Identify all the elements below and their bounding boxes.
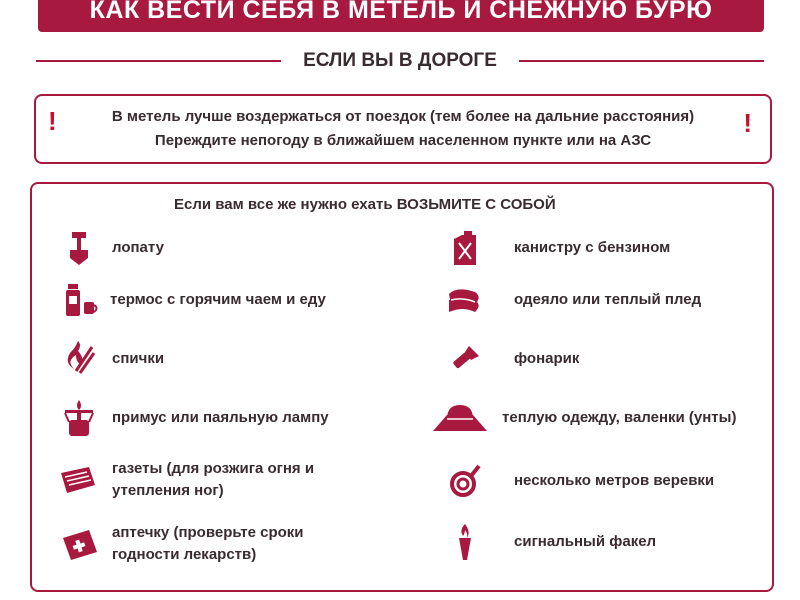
checklist-heading: Если вам все же нужно ехать ВОЗЬМИТЕ С СОБОЙ	[174, 196, 556, 213]
list-item	[442, 228, 670, 268]
rope-icon	[442, 461, 488, 501]
warning-line-2: Переждите непогоду в ближайшем населенном пункте или на АЗС	[154, 132, 652, 149]
list-item-label: теплую одежду, валенки (унты)	[502, 409, 737, 426]
list-item	[56, 280, 326, 320]
checklist-box	[30, 182, 774, 592]
section-heading-text: ЕСЛИ ВЫ В ДОРОГЕ	[303, 50, 497, 71]
list-item-label: лопату	[112, 239, 164, 256]
list-item	[430, 398, 736, 438]
list-item-label: фонарик	[514, 350, 580, 367]
list-item-label: аптечку (проверьте сроки годности лекарств)	[112, 524, 304, 563]
list-item	[56, 339, 164, 379]
list-item	[56, 398, 329, 438]
winter-hat-icon	[430, 398, 490, 438]
list-item-label: одеяло или теплый плед	[514, 291, 702, 308]
section-heading	[36, 48, 764, 74]
list-item	[56, 228, 164, 268]
list-item	[442, 339, 579, 379]
warning-line-1: В метель лучше воздержаться от поездок (тем более на дальние расстояния)	[111, 108, 695, 125]
first-aid-kit-icon	[56, 524, 102, 564]
exclamation-icon: !	[743, 108, 752, 138]
flashlight-icon	[442, 339, 488, 379]
signal-flare-icon	[442, 522, 488, 562]
jerrycan-icon	[442, 228, 488, 268]
list-item	[442, 522, 656, 562]
list-item-label: канистру с бензином	[514, 239, 671, 256]
warning-box	[34, 94, 772, 164]
primus-stove-icon	[56, 398, 102, 438]
divider-right	[519, 60, 764, 62]
list-item-label: спички	[112, 350, 165, 367]
list-item-label: газеты (для розжига огня и утепления ног)	[112, 460, 315, 499]
divider-left	[36, 60, 281, 62]
warning-text	[112, 105, 694, 153]
list-item	[442, 280, 701, 320]
list-item-label: термос с горячим чаем и еду	[110, 291, 326, 308]
list-item	[56, 458, 352, 502]
list-item	[56, 522, 352, 566]
shovel-icon	[56, 228, 102, 268]
list-item-label: сигнальный факел	[514, 533, 657, 550]
list-item-label: несколько метров веревки	[514, 472, 715, 489]
thermos-icon	[56, 280, 102, 320]
matches-icon	[56, 339, 102, 379]
exclamation-icon: !	[48, 106, 57, 136]
blanket-icon	[442, 280, 488, 320]
page-title: КАК ВЕСТИ СЕБЯ В МЕТЕЛЬ И СНЕЖНУЮ БУРЮ	[38, 0, 764, 32]
list-item-label: примус или паяльную лампу	[112, 409, 329, 426]
newspaper-icon	[56, 460, 102, 500]
list-item	[442, 461, 714, 501]
